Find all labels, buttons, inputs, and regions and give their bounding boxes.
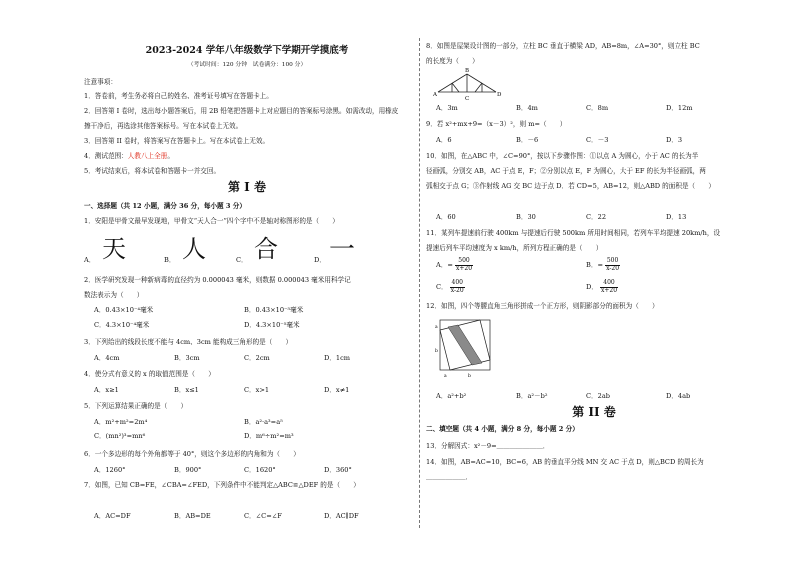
q3-stem: 3．下列给出的线段长度不能与 4cm、3cm 能构成三角形的是（ ） <box>84 338 293 346</box>
q7-option-c: C．∠C=∠F <box>244 512 282 520</box>
q1-glyph-ren: 人 <box>182 235 206 263</box>
note-2a: 2．回答第 I 卷时，选出每小题答案后，用 2B 铅笔把答题卡上对应题目的答案标号涂黑。如需改动，用橡皮 <box>84 107 399 115</box>
q11-option-a-eq: = <box>447 261 453 270</box>
q11-option-a-frac <box>455 258 473 272</box>
q11-option-d-label: D． <box>586 283 598 292</box>
fig12-label-a2: a <box>444 374 447 379</box>
q6-option-c: C．1620° <box>244 466 276 474</box>
note-4-scope: 人教八上全册 <box>127 152 168 160</box>
fig12-label-a: a <box>435 325 438 330</box>
q11-option-d <box>586 280 618 294</box>
q10-line3: 弧相交于点 G；③作射线 AG 交 BC 边于点 D．若 CD=5，AB=12，则△ABD 的面积是（ ） <box>426 182 715 190</box>
part1-heading: 第 I 卷 <box>228 180 266 194</box>
q1-glyph-yi: 一 <box>329 235 356 265</box>
q2-option-c: C．4.3×10⁻⁴毫米 <box>94 321 150 329</box>
q6-option-d: D．360° <box>324 466 352 474</box>
q10-option-c: C．22 <box>586 213 607 221</box>
fig12-label-b2: b <box>468 374 471 379</box>
q2-stem-b: 数法表示为（ ） <box>84 291 144 299</box>
frac-num: 400 <box>451 279 463 286</box>
fig8-label-b: B <box>465 68 470 74</box>
q1-label-d: D． <box>314 256 326 264</box>
q5-stem: 5．下列运算结果正确的是（ ） <box>84 402 188 410</box>
note-5: 5．考试结束后，将本试卷和答题卡一并交回。 <box>84 167 221 175</box>
q11-option-c-label: C． <box>436 283 448 292</box>
q11-option-a-label: A． <box>436 261 448 270</box>
q3-option-c: C．2cm <box>244 354 270 362</box>
q9-option-a: A．6 <box>436 136 452 144</box>
q14-line1: 14．如图，AB=AC=10，BC=6，AB 的垂直平分线 MN 交 AC 于点 D，则△BCD 的周长为 <box>426 458 704 466</box>
q2-option-d: D．4.3×10⁻⁵毫米 <box>244 321 300 329</box>
note-4-prefix: 4．测试范围： <box>84 152 128 160</box>
fig8-label-a: A <box>433 92 437 98</box>
note-1: 1．答卷前，考生务必将自己的姓名、准考证号填写在答题卡上。 <box>84 92 273 100</box>
q9-option-b: B．－6 <box>516 136 539 144</box>
exam-subtitle: （考试时间：120 分钟 试卷满分：100 分） <box>187 62 307 68</box>
q3-option-d: D．1cm <box>324 354 351 362</box>
section1-title: 一、选择题（共 12 小题，满分 36 分，每小题 3 分） <box>84 202 246 210</box>
q11-option-d-frac <box>600 280 618 294</box>
fig8-label-c: C <box>465 96 470 102</box>
q2-option-a: A．0.43×10⁻⁴毫米 <box>94 306 154 314</box>
q5-option-b: B．a²·a³=a⁵ <box>244 418 283 426</box>
q11-option-c-frac <box>450 280 465 294</box>
q8-stem-a: 8．如图是屋架设计图的一部分，立柱 BC 垂直于横梁 AD，AB=8m，∠A=30°，则立柱 BC <box>426 42 700 50</box>
exam-title: 2023-2024 学年八年级数学下学期开学摸底考 <box>145 45 349 56</box>
column-divider <box>419 38 420 528</box>
frac-den: x-20 <box>606 264 620 272</box>
q5-option-a: A．m²+m²=2m⁴ <box>94 418 148 426</box>
frac-den: x+20 <box>456 264 473 272</box>
q9-option-d: D．3 <box>666 136 683 144</box>
q7-option-d: D．AC∥DF <box>324 512 359 520</box>
q7-option-b: B．AB=DE <box>174 512 211 520</box>
q9-stem: 9．若 x²+mx+9=（x－3）²，则 m=（ ） <box>426 120 567 128</box>
q10-line1: 10．如图，在△ABC 中，∠C=90°，按以下步骤作图：①以点 A 为圆心，小于 AC 的长为半 <box>426 152 699 160</box>
fig12-label-b: b <box>435 349 438 354</box>
q11-line2: 提速后列车平均速度为 x km/h，所列方程正确的是（ ） <box>426 244 603 252</box>
q11-option-b-label: B． <box>586 261 598 270</box>
q8-option-c: C．8m <box>586 104 609 112</box>
shaded-region <box>448 325 482 365</box>
notes-heading: 注意事项： <box>84 78 117 86</box>
q6-option-b: B．900° <box>174 466 202 474</box>
q11-option-b-eq: = <box>597 261 603 270</box>
q11-option-a <box>436 258 473 272</box>
q2-stem-a: 2．医学研究发现一种新病毒的直径约为 0.000043 毫米，则数据 0.000043 毫米用科学记 <box>84 276 351 284</box>
note-3: 3．回答第 II 卷时，将答案写在答题卡上。写在本试卷上无效。 <box>84 137 270 145</box>
q8-option-d: D．12m <box>666 104 693 112</box>
q1-label-b: B． <box>164 256 176 264</box>
q1-label-a: A． <box>84 256 96 264</box>
q1-stem: 1．安阳是甲骨文最早发现地，甲骨文“天人合一”四个字中不是轴对称图形的是（ ） <box>84 217 339 225</box>
q9-option-c: C．－3 <box>586 136 609 144</box>
q1-glyph-he: 合 <box>254 235 278 263</box>
q8-stem-b: 的长度为（ ） <box>426 57 479 65</box>
q10-option-a: A．60 <box>436 213 456 221</box>
fig8-label-d: D <box>497 92 502 98</box>
q6-option-a: A．1260° <box>94 466 126 474</box>
q7-option-a: A．AC=DF <box>94 512 131 520</box>
frac-den: x+20 <box>601 286 618 294</box>
section2-title: 二、填空题（共 4 小题，满分 8 分，每小题 2 分） <box>426 425 579 433</box>
q11-option-b <box>586 258 620 272</box>
q13-stem: 13．分解因式：x²－9=＿＿＿＿＿＿＿． <box>426 442 550 450</box>
q12-stem: 12．如图，四个等腰直角三角形拼成一个正方形，则阴影部分的面积为（ ） <box>426 302 659 310</box>
q12-option-d: D．4ab <box>666 392 691 400</box>
q7-stem: 7．如图，已知 CB=FE，∠CBA=∠FED，下列条件中不能判定△ABC≌△DEF 的是（ ） <box>84 481 360 489</box>
q11-line1: 11．某列车提速前行驶 400km 与提速后行驶 500km 所用时间相同，若列车平均提速 20km/h，设 <box>426 229 721 237</box>
q12-option-a: A．a²+b² <box>436 392 467 400</box>
q11-option-b-frac <box>605 258 620 272</box>
roof-truss-figure <box>432 66 502 102</box>
q12-option-b: B．a²－b² <box>516 392 548 400</box>
q1-glyph-tian: 天 <box>102 235 126 263</box>
q5-option-c: C．(mn²)³=mn⁶ <box>94 432 146 440</box>
part2-heading: 第 II 卷 <box>572 405 616 419</box>
q6-stem: 6．一个多边形的每个外角都等于 40°，则这个多边形的内角和为（ ） <box>84 450 300 458</box>
q4-stem: 4．使分式有意义的 x 的取值范围是（ ） <box>84 370 215 378</box>
q10-option-b: B．30 <box>516 213 536 221</box>
q2-option-b: B．0.43×10⁻⁵毫米 <box>244 306 304 314</box>
q5-option-d: D．m⁶÷m²=m³ <box>244 432 294 440</box>
frac-num: 500 <box>606 257 619 264</box>
frac-num: 500 <box>455 258 473 266</box>
q4-option-d: D．x≠1 <box>324 386 350 394</box>
note-4-suffix: 。 <box>167 152 174 160</box>
frac-den: x-20 <box>450 286 464 294</box>
q14-line2: ＿＿＿＿＿＿． <box>426 473 473 481</box>
q10-option-d: D．13 <box>666 213 687 221</box>
q8-option-a: A．3m <box>436 104 458 112</box>
q4-option-c: C．x>1 <box>244 386 270 394</box>
q8-option-b: B．4m <box>516 104 538 112</box>
q12-option-c: C．2ab <box>586 392 610 400</box>
note-2b: 擦干净后，再选涂其他答案标号。写在本试卷上无效。 <box>84 122 243 130</box>
square-figure <box>434 316 496 380</box>
q4-option-a: A．x≥1 <box>94 386 119 394</box>
q4-option-b: B．x≤1 <box>174 386 199 394</box>
frac-num: 400 <box>600 280 618 288</box>
q11-option-c <box>436 280 465 294</box>
q1-label-c: C． <box>236 256 248 264</box>
note-4 <box>84 152 174 160</box>
q3-option-b: B．3cm <box>174 354 200 362</box>
q10-line2: 径画弧，分别交 AB，AC 于点 E，F；②分别以点 E，F 为圆心，大于 EF 的长为半径画弧，两 <box>426 167 706 175</box>
q3-option-a: A．4cm <box>94 354 120 362</box>
